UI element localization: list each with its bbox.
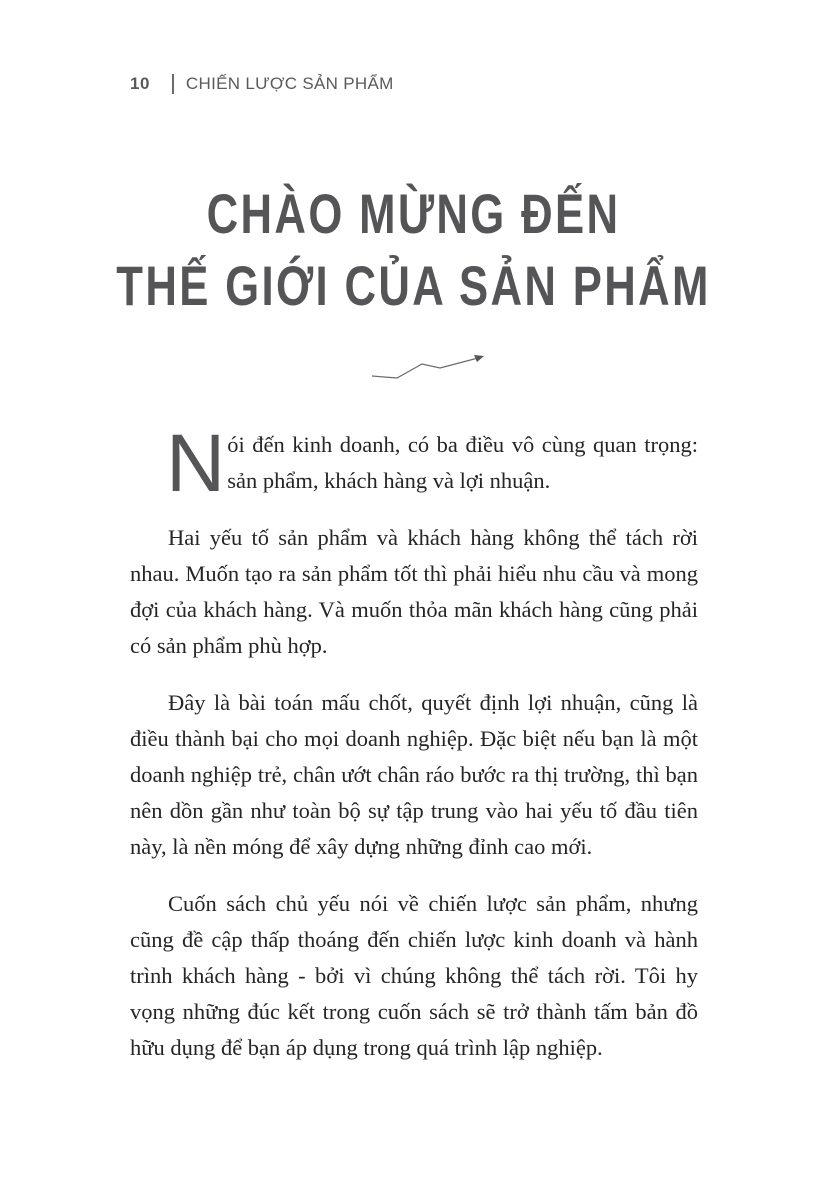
paragraph-2: Hai yếu tố sản phẩm và khách hàng không thể tách rời nhau. Muốn tạo ra sản phẩm tốt thì phải hiểu nhu cầu và mong đợi của khách hàng. Và muốn thỏa mãn khách hàng cũng phải có sản phẩm phù hợp. <box>130 525 698 658</box>
rising-arrow-icon <box>370 352 490 384</box>
paragraph-1-text: ói đến kinh doanh, có ba điều vô cùng quan trọng: sản phẩm, khách hàng và lợi nhuận. <box>227 432 698 493</box>
chapter-title-line-2: THẾ GIỚI CỦA SẢN PHẨM <box>116 254 711 317</box>
drop-cap: N <box>166 418 226 509</box>
chapter-title-line-1: CHÀO MỪNG ĐẾN <box>206 182 621 245</box>
running-head <box>130 72 394 96</box>
book-title: CHIẾN LƯỢC SẢN PHẨM <box>185 74 394 93</box>
page-number: 10 <box>130 74 150 93</box>
chapter-title <box>0 178 827 322</box>
paragraph-4: Cuốn sách chủ yếu nói về chiến lược sản phẩm, nhưng cũng đề cập thấp thoáng đến chiến lược kinh doanh và hành trình khách hàng - bởi vì chúng không thể tách rời. Tôi hy vọng những đúc kết trong cuốn sách sẽ trở thành tấm bản đồ hữu dụng để bạn áp dụng trong quá trình lập nghiệp. <box>130 891 698 1060</box>
paragraph-3: Đây là bài toán mấu chốt, quyết định lợi nhuận, cũng là điều thành bại cho mọi doanh nghiệp. Đặc biệt nếu bạn là một doanh nghiệp trẻ, chân ướt chân ráo bước ra thị trường, thì bạn nên dồn gần như toàn bộ sự tập trung vào hai yếu tố đầu tiên này, là nền móng để xây dựng những đỉnh cao mới. <box>130 690 698 859</box>
header-divider <box>172 74 174 94</box>
paragraph-1 <box>130 418 698 509</box>
chapter-body <box>130 418 698 1087</box>
